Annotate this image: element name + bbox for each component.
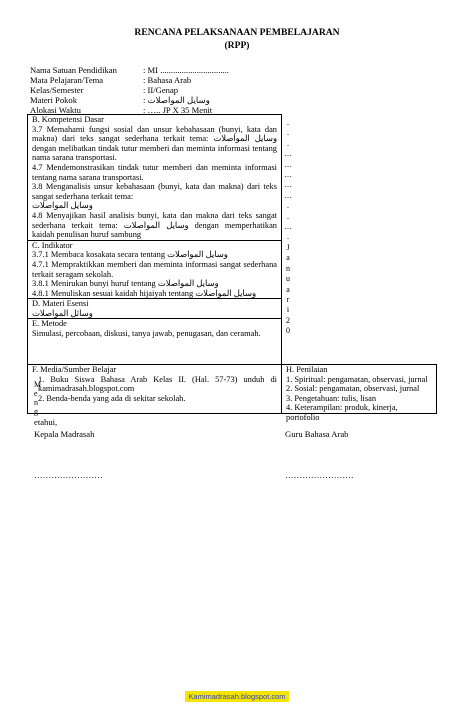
section-e-heading: E. Metode [32,319,67,329]
vertical-char: n [286,263,290,273]
stray-char: g [34,407,38,416]
section-f-heading: F. Media/Sumber Belajar [32,365,117,374]
kd-3-8-arabic: وسايل المواصلات [32,201,93,211]
indicator-3-8-1: 3.8.1 Menirukan bunyi huruf tentang وسايل المواصلات [32,279,219,289]
info-value-school: : MI ................................ [143,65,229,75]
vertical-char: … [284,190,292,200]
info-label-subject: Mata Pelajaran/Tema [30,75,104,85]
document-subtitle: (RPP) [224,40,250,51]
stray-char: n [34,398,38,407]
vertical-char: . [287,201,289,211]
stray-char: e [34,389,38,398]
section-b-heading: B. Kompetensi Dasar [32,115,104,124]
vertical-char: … [284,170,292,180]
indicator-3-7-1: 3.7.1 Membaca kosakata secara tentang وسايل المواصلات [32,250,228,260]
stray-char: M [34,380,42,389]
vertical-char: . [287,232,289,242]
section-d-heading: D. Materi Esensi [32,299,89,309]
materi-arabic: وسائل المواصلات [32,308,93,318]
footer-link[interactable]: Kamimadrasah.blogspot.com [185,691,288,702]
principal-signature-line: …………………… [34,470,103,480]
kd-4-7: 4.7 Mendemonstrasikan tindak tutur memberi dan meminta informasi tentang nama sarana transportasi. [32,162,277,182]
media-item: 2. Benda-benda yang ada di sekitar sekolah. [38,393,186,403]
vertical-char: . [287,138,289,148]
vertical-char: i [286,305,290,315]
info-label-time: Alokasi Waktu [30,105,81,115]
vertical-char: a [286,284,290,294]
kd-4-8: 4.8 Menyajikan hasil analisis bunyi, kata dan makna dari teks sangat sederhana terkait tema: وسايل المواصلات dengan memperhatikan kaidah penulisan huruf sambung [32,210,277,240]
teacher-signature-line: …………………… [285,470,354,480]
info-value-topic: : وسايل المواصلات [143,95,210,105]
vertical-char: … [284,149,292,159]
vertical-char: … [284,159,292,169]
stray-tail: etahui, [34,417,58,427]
info-label-class: Kelas/Semester [30,85,84,95]
section-c-heading: C. Indikator [32,240,73,250]
vertical-char: … [284,180,292,190]
section-b [28,115,281,240]
vertical-char: . [287,118,289,127]
teacher-title: Guru Bahasa Arab [285,429,349,439]
info-value-time: : ….. JP X 35 Menit [143,105,213,115]
vertical-char: . [287,211,289,221]
vertical-char: 2 [286,315,290,325]
section-c [28,240,281,299]
metode-text: Simulasi, percobaan, diskusi, tanya jawab, penugasan, dan ceramah. [32,329,261,339]
indicator-4-7-1: 4.7.1 Mempraktikkan memberi dan meminta informasi sangat sederhana terkait seragam sekolah. [32,259,277,279]
section-e [28,318,281,338]
kd-3-8: 3.8 Menganalisis unsur kebahasaan (bunyi, kata dan makna) dari teks sangat sederhana terkait tema: [32,182,277,201]
principal-title: Kepala Madrasah [34,429,95,439]
assessment-item: 1. Spiritual: pengamatan, observasi, jurnal [286,374,428,384]
assessment-item: 3. Pengetahuan: tulis, lisan [286,393,377,403]
vertical-char: r [286,294,290,304]
section-h-heading: H. Penilaian [286,365,328,374]
vertical-char: … [284,222,292,232]
vertical-char: J [286,242,290,252]
stray-letters [34,380,41,416]
assessment-item: 2. Sosial: pengamatan, observasi, jurnal [286,384,420,394]
info-label-topic: Materi Pokok [30,95,78,105]
info-value-class: : II/Genap [143,85,179,95]
vertical-char: u [286,274,290,284]
vertical-date-column [283,118,293,337]
document-title: RENCANA PELAKSANAAN PEMBELAJARAN [134,27,340,38]
vertical-char: . [287,128,289,138]
info-value-subject: : Bahasa Arab [143,75,192,85]
vertical-char: 0 [286,326,290,336]
section-h [281,364,437,422]
vertical-char: a [286,253,290,263]
section-d [28,298,281,318]
assessment-item: 4. Keterampilan: produk, kinerja, portofolio [286,403,398,422]
info-label-school: Nama Satuan Pendidikan [30,65,117,75]
kd-3-7: 3.7 Memahami fungsi sosial dan unsur kebahasaan (bunyi, kata dan makna) dari teks sangat sederhana terkait tema: وسايل المواصلات dengan melibatkan tindak tutur memberi dan meminta informasi tentang nama sarana transportasi. [32,124,277,163]
section-f [27,364,282,414]
content-table [27,114,282,365]
footer-watermark [0,686,474,704]
media-item: 1. Buku Siswa Bahasa Arab Kelas II. (Hal. 57-73) unduh di kamimadrasah.blogspot.com [38,374,277,394]
indicator-4-8-1: 4.8.1 Menuliskan sesuai kaidah hijaiyah tentang وسايل المواصلات [32,288,257,298]
